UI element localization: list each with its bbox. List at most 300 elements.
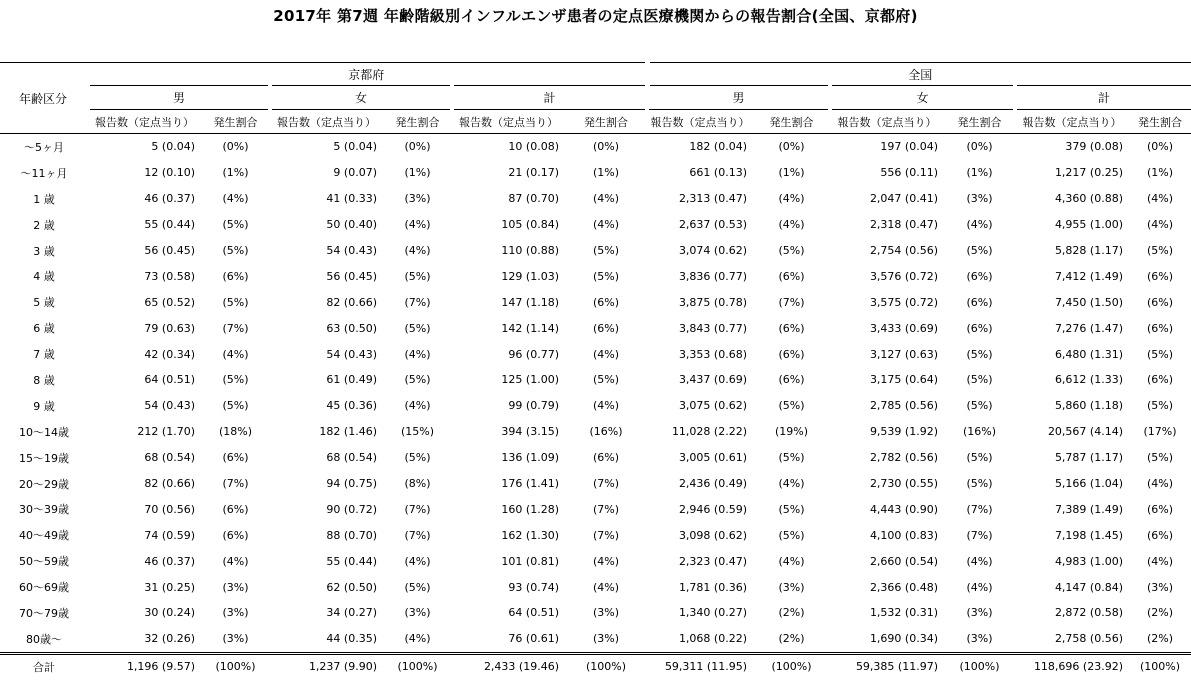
ratio-header: 発生割合 xyxy=(383,110,452,134)
ratio-cell: (5%) xyxy=(778,399,805,413)
ratio-cell: (5%) xyxy=(222,244,249,257)
table-row xyxy=(0,393,1191,419)
ratio-cell: (100%) xyxy=(1129,653,1191,679)
ratio-cell: (4%) xyxy=(592,218,620,232)
ratio-cell: (5%) xyxy=(778,451,805,465)
report-count-cell: 2,660 (0.54) xyxy=(869,554,938,568)
report-count-cell: 3,875 (0.78) xyxy=(678,295,747,309)
ratio-cell: (7%) xyxy=(404,528,431,542)
age-group-cell: 合計 xyxy=(0,653,88,679)
report-count-cell: 30 (0.24) xyxy=(144,606,195,620)
report-count-cell: 21 (0.17) xyxy=(508,166,559,180)
ratio-cell: (2%) xyxy=(778,606,805,620)
ratio-cell: (0%) xyxy=(778,140,805,154)
report-count-cell: 7,412 (1.49) xyxy=(1054,269,1123,283)
report-count-cell: 63 (0.50) xyxy=(326,321,377,335)
report-count-cell: 2,318 (0.47) xyxy=(869,218,938,232)
report-count-cell: 379 (0.08) xyxy=(1065,140,1123,154)
ratio-cell: (1%) xyxy=(1146,166,1174,180)
report-count-cell: 93 (0.74) xyxy=(508,580,559,594)
report-count-cell: 7,450 (1.50) xyxy=(1054,295,1123,309)
ratio-cell: (6%) xyxy=(222,451,249,465)
report-count-cell: 147 (1.18) xyxy=(501,295,559,309)
age-group-cell: 15～19歳 xyxy=(19,451,69,465)
ratio-cell: (7%) xyxy=(404,502,431,516)
ratio-cell: (7%) xyxy=(222,477,249,491)
ratio-cell: (1%) xyxy=(222,166,249,180)
ratio-header: 発生割合 xyxy=(565,110,647,134)
report-count-cell: 10 (0.08) xyxy=(508,140,559,154)
ratio-cell: (1%) xyxy=(778,166,805,180)
report-count-cell: 2,872 (0.58) xyxy=(1054,606,1123,620)
table-row xyxy=(0,289,1191,315)
ratio-cell: (1%) xyxy=(966,166,993,180)
table-row xyxy=(0,548,1191,574)
ratio-header: 発生割合 xyxy=(201,110,270,134)
report-count-cell: 2,754 (0.56) xyxy=(869,244,938,257)
ratio-cell: (3%) xyxy=(222,580,249,594)
ratio-cell: (5%) xyxy=(966,244,993,257)
report-count-cell: 54 (0.43) xyxy=(144,399,195,413)
report-count-cell: 65 (0.52) xyxy=(144,295,195,309)
report-count-cell: 82 (0.66) xyxy=(144,477,195,491)
report-count-cell: 1,690 (0.34) xyxy=(869,632,938,646)
report-count-cell: 3,575 (0.72) xyxy=(869,295,938,309)
ratio-cell: (5%) xyxy=(592,373,620,387)
report-count-cell: 2,436 (0.49) xyxy=(678,477,747,491)
report-count-cell: 182 (0.04) xyxy=(689,140,747,154)
ratio-cell: (7%) xyxy=(592,502,620,516)
kyoto-header: 京都府 xyxy=(88,63,647,86)
report-count-cell: 7,276 (1.47) xyxy=(1054,321,1123,335)
ratio-cell: (6%) xyxy=(592,451,620,465)
ratio-cell: (4%) xyxy=(404,554,431,568)
age-group-cell: 7 歳 xyxy=(33,348,55,362)
ratio-cell: (3%) xyxy=(404,606,431,620)
ratio-cell: (16%) xyxy=(589,425,623,439)
report-count-cell: 73 (0.58) xyxy=(144,269,195,283)
report-count-cell: 5,166 (1.04) xyxy=(1054,477,1123,491)
ratio-cell: (7%) xyxy=(778,295,805,309)
report-count-cell: 99 (0.79) xyxy=(508,399,559,413)
ratio-cell: (4%) xyxy=(404,399,431,413)
table-row xyxy=(0,341,1191,367)
table-row xyxy=(0,419,1191,445)
national-female-header: 女 xyxy=(830,86,1015,110)
report-count-cell: 5 (0.04) xyxy=(333,140,377,154)
report-count-cell: 212 (1.70) xyxy=(137,425,195,439)
report-count-cell: 1,781 (0.36) xyxy=(678,580,747,594)
report-count-cell: 94 (0.75) xyxy=(326,477,377,491)
report-count-cell: 3,074 (0.62) xyxy=(678,244,747,257)
report-count-cell: 394 (3.15) xyxy=(501,425,559,439)
reports-header: 報告数（定点当り） xyxy=(1015,110,1129,134)
report-count-cell: 96 (0.77) xyxy=(508,347,559,361)
ratio-cell: (5%) xyxy=(404,269,431,283)
ratio-cell: (5%) xyxy=(222,295,249,309)
ratio-cell: (8%) xyxy=(404,477,431,491)
table-row xyxy=(0,471,1191,497)
ratio-cell: (4%) xyxy=(1146,192,1174,206)
report-count-cell: 76 (0.61) xyxy=(508,632,559,646)
report-count-cell: 160 (1.28) xyxy=(501,502,559,516)
reports-header: 報告数（定点当り） xyxy=(270,110,383,134)
ratio-cell: (5%) xyxy=(778,502,805,516)
reports-header: 報告数（定点当り） xyxy=(647,110,753,134)
ratio-cell: (5%) xyxy=(966,451,993,465)
report-count-cell: 4,983 (1.00) xyxy=(1054,554,1123,568)
ratio-cell: (100%) xyxy=(565,653,647,679)
table-row xyxy=(0,445,1191,471)
ratio-cell: (19%) xyxy=(774,425,809,439)
ratio-cell: (3%) xyxy=(404,192,431,206)
report-count-cell: 197 (0.04) xyxy=(880,140,938,154)
ratio-cell: (6%) xyxy=(222,528,249,542)
ratio-cell: (0%) xyxy=(1146,140,1174,154)
ratio-cell: (6%) xyxy=(222,269,249,283)
ratio-cell: (7%) xyxy=(966,502,993,516)
report-count-cell: 3,127 (0.63) xyxy=(869,347,938,361)
report-count-cell: 55 (0.44) xyxy=(326,554,377,568)
ratio-cell: (7%) xyxy=(404,295,431,309)
report-count-cell: 129 (1.03) xyxy=(501,269,559,283)
ratio-cell: (6%) xyxy=(1146,269,1174,283)
report-count-cell: 68 (0.54) xyxy=(144,451,195,465)
ratio-cell: (4%) xyxy=(778,554,805,568)
report-count-cell: 3,353 (0.68) xyxy=(678,347,747,361)
ratio-cell: (6%) xyxy=(222,502,249,516)
report-count-cell: 11,028 (2.22) xyxy=(671,425,747,439)
report-count-cell: 64 (0.51) xyxy=(508,606,559,620)
age-group-cell: ～5ヶ月 xyxy=(24,140,64,154)
ratio-cell: (5%) xyxy=(222,399,249,413)
ratio-cell: (4%) xyxy=(592,580,620,594)
ratio-cell: (5%) xyxy=(778,528,805,542)
age-group-cell: 80歳～ xyxy=(26,632,62,646)
ratio-cell: (7%) xyxy=(222,321,249,335)
ratio-cell: (7%) xyxy=(966,528,993,542)
ratio-cell: (4%) xyxy=(222,192,249,206)
report-count-cell: 56 (0.45) xyxy=(144,244,195,257)
ratio-cell: (5%) xyxy=(592,244,620,257)
report-count-cell: 661 (0.13) xyxy=(689,166,747,180)
age-group-cell: 1 歳 xyxy=(33,192,55,206)
ratio-cell: (4%) xyxy=(1146,218,1174,232)
table-row xyxy=(0,522,1191,548)
ratio-cell: (4%) xyxy=(592,399,620,413)
report-count-cell: 4,147 (0.84) xyxy=(1054,580,1123,594)
report-count-cell: 105 (0.84) xyxy=(501,218,559,232)
report-count-cell: 44 (0.35) xyxy=(326,632,377,646)
report-count-cell: 3,576 (0.72) xyxy=(869,269,938,283)
kyoto-total-header: 計 xyxy=(452,86,647,110)
report-count-cell: 125 (1.00) xyxy=(501,373,559,387)
report-count-cell: 1,196 (9.57) xyxy=(88,653,201,679)
ratio-cell: (6%) xyxy=(592,295,620,309)
ratio-cell: (5%) xyxy=(966,347,993,361)
report-count-cell: 6,612 (1.33) xyxy=(1054,373,1123,387)
report-count-cell: 2,730 (0.55) xyxy=(869,477,938,491)
table-row xyxy=(0,160,1191,186)
ratio-cell: (3%) xyxy=(592,632,620,646)
report-count-cell: 87 (0.70) xyxy=(508,192,559,206)
age-group-cell: 30～39歳 xyxy=(19,503,69,517)
report-count-cell: 136 (1.09) xyxy=(501,451,559,465)
report-count-cell: 55 (0.44) xyxy=(144,218,195,232)
report-count-cell: 2,366 (0.48) xyxy=(869,580,938,594)
ratio-cell: (5%) xyxy=(592,269,620,283)
ratio-cell: (4%) xyxy=(592,347,620,361)
ratio-cell: (16%) xyxy=(962,425,997,439)
report-count-cell: 46 (0.37) xyxy=(144,554,195,568)
report-count-cell: 3,175 (0.64) xyxy=(869,373,938,387)
report-count-cell: 50 (0.40) xyxy=(326,218,377,232)
ratio-cell: (1%) xyxy=(592,166,620,180)
report-count-cell: 162 (1.30) xyxy=(501,528,559,542)
report-count-cell: 3,098 (0.62) xyxy=(678,528,747,542)
report-count-cell: 1,340 (0.27) xyxy=(678,606,747,620)
age-group-cell: 9 歳 xyxy=(33,399,55,413)
report-count-cell: 2,782 (0.56) xyxy=(869,451,938,465)
ratio-cell: (6%) xyxy=(778,347,805,361)
report-count-cell: 90 (0.72) xyxy=(326,502,377,516)
national-total-header: 計 xyxy=(1015,86,1191,110)
report-count-cell: 88 (0.70) xyxy=(326,528,377,542)
table-body xyxy=(0,134,1191,679)
report-count-cell: 2,433 (19.46) xyxy=(452,653,565,679)
age-group-header: 年齢区分 xyxy=(0,63,88,134)
report-count-cell: 31 (0.25) xyxy=(144,580,195,594)
report-count-cell: 3,075 (0.62) xyxy=(678,399,747,413)
report-count-cell: 118,696 (23.92) xyxy=(1015,653,1129,679)
report-count-cell: 9 (0.07) xyxy=(333,166,377,180)
table-row xyxy=(0,315,1191,341)
ratio-cell: (17%) xyxy=(1143,425,1177,439)
table-row xyxy=(0,263,1191,289)
report-count-cell: 1,532 (0.31) xyxy=(869,606,938,620)
ratio-cell: (6%) xyxy=(778,373,805,387)
influenza-report-table xyxy=(0,62,1191,679)
report-count-cell: 4,443 (0.90) xyxy=(869,502,938,516)
national-header: 全国 xyxy=(647,63,1191,86)
report-count-cell: 110 (0.88) xyxy=(501,244,559,257)
ratio-cell: (2%) xyxy=(778,632,805,646)
table-row xyxy=(0,134,1191,160)
ratio-cell: (3%) xyxy=(778,580,805,594)
report-count-cell: 3,005 (0.61) xyxy=(678,451,747,465)
ratio-cell: (5%) xyxy=(778,244,805,257)
report-count-cell: 74 (0.59) xyxy=(144,528,195,542)
ratio-cell: (4%) xyxy=(778,192,805,206)
ratio-cell: (7%) xyxy=(592,477,620,491)
ratio-cell: (4%) xyxy=(404,244,431,257)
ratio-cell: (6%) xyxy=(1146,528,1174,542)
ratio-cell: (5%) xyxy=(404,580,431,594)
ratio-cell: (5%) xyxy=(1146,399,1174,413)
report-count-cell: 2,946 (0.59) xyxy=(678,502,747,516)
report-count-cell: 45 (0.36) xyxy=(326,399,377,413)
report-count-cell: 64 (0.51) xyxy=(144,373,195,387)
report-count-cell: 68 (0.54) xyxy=(326,451,377,465)
ratio-cell: (4%) xyxy=(404,347,431,361)
ratio-cell: (6%) xyxy=(1146,373,1174,387)
ratio-cell: (5%) xyxy=(966,373,993,387)
table-row xyxy=(0,212,1191,238)
report-count-cell: 101 (0.81) xyxy=(501,554,559,568)
table-row xyxy=(0,367,1191,393)
report-count-cell: 176 (1.41) xyxy=(501,477,559,491)
ratio-cell: (4%) xyxy=(966,554,993,568)
report-count-cell: 3,433 (0.69) xyxy=(869,321,938,335)
report-count-cell: 4,100 (0.83) xyxy=(869,528,938,542)
kyoto-male-header: 男 xyxy=(88,86,270,110)
ratio-cell: (5%) xyxy=(966,399,993,413)
report-count-cell: 62 (0.50) xyxy=(326,580,377,594)
ratio-cell: (4%) xyxy=(966,580,993,594)
ratio-cell: (2%) xyxy=(1146,606,1174,620)
ratio-cell: (5%) xyxy=(966,477,993,491)
report-count-cell: 20,567 (4.14) xyxy=(1047,425,1123,439)
ratio-cell: (4%) xyxy=(1146,554,1174,568)
ratio-header: 発生割合 xyxy=(944,110,1015,134)
kyoto-female-header: 女 xyxy=(270,86,452,110)
ratio-cell: (6%) xyxy=(1146,502,1174,516)
ratio-header: 発生割合 xyxy=(753,110,830,134)
ratio-cell: (100%) xyxy=(383,653,452,679)
ratio-cell: (6%) xyxy=(778,269,805,283)
reports-header: 報告数（定点当り） xyxy=(452,110,565,134)
reports-header: 報告数（定点当り） xyxy=(830,110,944,134)
report-count-cell: 59,385 (11.97) xyxy=(830,653,944,679)
report-count-cell: 2,047 (0.41) xyxy=(869,192,938,206)
ratio-cell: (18%) xyxy=(218,425,253,439)
report-count-cell: 5 (0.04) xyxy=(151,140,195,154)
report-count-cell: 142 (1.14) xyxy=(501,321,559,335)
ratio-cell: (3%) xyxy=(592,606,620,620)
ratio-cell: (4%) xyxy=(404,632,431,646)
report-count-cell: 5,860 (1.18) xyxy=(1054,399,1123,413)
ratio-cell: (3%) xyxy=(966,192,993,206)
report-count-cell: 2,758 (0.56) xyxy=(1054,632,1123,646)
report-count-cell: 42 (0.34) xyxy=(144,347,195,361)
ratio-cell: (0%) xyxy=(404,140,431,154)
age-group-cell: 8 歳 xyxy=(33,373,55,387)
ratio-cell: (7%) xyxy=(592,528,620,542)
ratio-cell: (4%) xyxy=(778,218,805,232)
age-group-cell: 50～59歳 xyxy=(19,555,69,569)
report-count-cell: 2,323 (0.47) xyxy=(678,554,747,568)
age-group-cell: 6 歳 xyxy=(33,322,55,336)
ratio-cell: (4%) xyxy=(592,554,620,568)
ratio-cell: (5%) xyxy=(222,373,249,387)
ratio-cell: (5%) xyxy=(1146,347,1174,361)
report-count-cell: 2,785 (0.56) xyxy=(869,399,938,413)
total-row xyxy=(0,653,1191,679)
ratio-cell: (3%) xyxy=(222,606,249,620)
report-count-cell: 34 (0.27) xyxy=(326,606,377,620)
ratio-cell: (100%) xyxy=(753,653,830,679)
report-count-cell: 70 (0.56) xyxy=(144,502,195,516)
report-count-cell: 46 (0.37) xyxy=(144,192,195,206)
report-count-cell: 3,843 (0.77) xyxy=(678,321,747,335)
report-count-cell: 41 (0.33) xyxy=(326,192,377,206)
report-count-cell: 79 (0.63) xyxy=(144,321,195,335)
report-count-cell: 5,787 (1.17) xyxy=(1054,451,1123,465)
ratio-cell: (4%) xyxy=(778,477,805,491)
ratio-cell: (0%) xyxy=(222,140,249,154)
table-row xyxy=(0,626,1191,653)
ratio-cell: (5%) xyxy=(404,321,431,335)
report-count-cell: 54 (0.43) xyxy=(326,244,377,257)
report-count-cell: 82 (0.66) xyxy=(326,295,377,309)
report-count-cell: 5,828 (1.17) xyxy=(1054,244,1123,257)
ratio-cell: (6%) xyxy=(966,269,993,283)
age-group-cell: 4 歳 xyxy=(33,270,55,284)
ratio-cell: (3%) xyxy=(966,606,993,620)
ratio-cell: (6%) xyxy=(966,321,993,335)
ratio-cell: (3%) xyxy=(1146,580,1174,594)
page-title: 2017年 第7週 年齢階級別インフルエンザ患者の定点医療機関からの報告割合(全国、京都府) xyxy=(273,7,918,25)
reports-header: 報告数（定点当り） xyxy=(88,110,201,134)
report-count-cell: 556 (0.11) xyxy=(880,166,938,180)
age-group-cell: 70～79歳 xyxy=(19,606,69,620)
table-row xyxy=(0,574,1191,600)
table-row xyxy=(0,496,1191,522)
report-count-cell: 182 (1.46) xyxy=(319,425,377,439)
report-count-cell: 54 (0.43) xyxy=(326,347,377,361)
ratio-cell: (5%) xyxy=(404,451,431,465)
age-group-cell: 60～69歳 xyxy=(19,581,69,595)
ratio-cell: (4%) xyxy=(222,347,249,361)
report-count-cell: 7,198 (1.45) xyxy=(1054,528,1123,542)
ratio-cell: (2%) xyxy=(1146,632,1174,646)
age-group-cell: 2 歳 xyxy=(33,218,55,232)
ratio-cell: (6%) xyxy=(1146,295,1174,309)
age-group-cell: 5 歳 xyxy=(33,296,55,310)
report-count-cell: 7,389 (1.49) xyxy=(1054,502,1123,516)
ratio-cell: (6%) xyxy=(966,295,993,309)
ratio-cell: (5%) xyxy=(1146,451,1174,465)
table-row xyxy=(0,238,1191,264)
report-count-cell: 2,313 (0.47) xyxy=(678,192,747,206)
ratio-cell: (3%) xyxy=(222,632,249,646)
report-count-cell: 12 (0.10) xyxy=(144,166,195,180)
ratio-cell: (5%) xyxy=(404,373,431,387)
ratio-cell: (4%) xyxy=(1146,477,1174,491)
ratio-cell: (100%) xyxy=(944,653,1015,679)
report-count-cell: 2,637 (0.53) xyxy=(678,218,747,232)
report-count-cell: 1,068 (0.22) xyxy=(678,632,747,646)
age-group-cell: ～11ヶ月 xyxy=(20,166,68,180)
ratio-cell: (1%) xyxy=(404,166,431,180)
report-count-cell: 1,237 (9.90) xyxy=(270,653,383,679)
report-count-cell: 9,539 (1.92) xyxy=(869,425,938,439)
report-count-cell: 1,217 (0.25) xyxy=(1054,166,1123,180)
age-group-cell: 40～49歳 xyxy=(19,529,69,543)
ratio-cell: (4%) xyxy=(404,218,431,232)
ratio-cell: (6%) xyxy=(592,321,620,335)
age-group-cell: 20～29歳 xyxy=(19,477,69,491)
age-group-cell: 10～14歳 xyxy=(19,425,69,439)
report-count-cell: 3,836 (0.77) xyxy=(678,269,747,283)
report-count-cell: 56 (0.45) xyxy=(326,269,377,283)
ratio-cell: (100%) xyxy=(201,653,270,679)
ratio-cell: (4%) xyxy=(966,218,993,232)
table-row xyxy=(0,186,1191,212)
ratio-cell: (0%) xyxy=(592,140,620,154)
report-count-cell: 61 (0.49) xyxy=(326,373,377,387)
report-count-cell: 59,311 (11.95) xyxy=(647,653,753,679)
